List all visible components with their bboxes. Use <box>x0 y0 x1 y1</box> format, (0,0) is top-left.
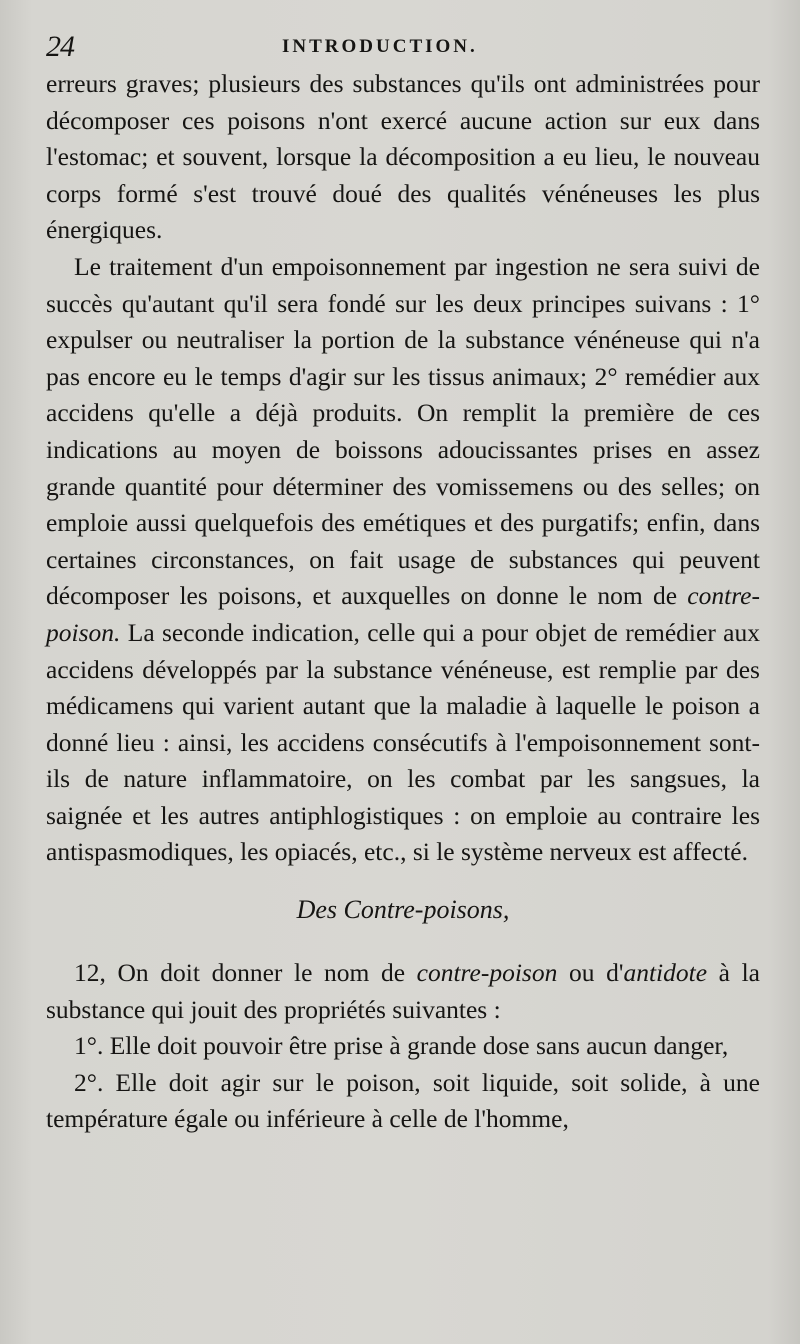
paragraph-continuation: erreurs graves; plusieurs des substances qu'ils ont administrées pour décomposer ces poisons n'ont exercé aucune action sur eux dans l'estomac; et souvent, lorsque la décomposition a eu lieu, le nouveau corps formé s'est trouvé doué des qualités vénéneuses les plus énergiques. <box>46 69 760 245</box>
paragraph-property-1: 1°. Elle doit pouvoir être prise à grande dose sans aucun danger, <box>74 1031 729 1061</box>
italic-term: antidote <box>623 958 708 988</box>
paragraph-definition: 12, On doit donner le nom de contre-poison ou d'antidote à la substance qui jouit des propriétés suivantes : <box>46 958 760 1024</box>
page-header <box>46 30 760 66</box>
italic-term: contre-poison. <box>46 581 760 647</box>
page-number: 24 <box>46 30 74 63</box>
italic-term: contre-poison <box>416 958 558 988</box>
paragraph-treatment: Le traitement d'un empoisonnement par ingestion ne sera suivi de succès qu'autant qu'il sera fondé sur les deux principes suivans : 1° expulser ou neutraliser la portion de la substance vénéneuse qui n'a pas encore eu le temps d'agir sur les tissus animaux; 2° remédier aux accidens qu'elle a déjà produits. On remplit la première de ces indications au moyen de boissons adoucissantes prises en assez grande quantité pour déterminer des vomissemens ou des selles; on emploie aussi quelquefois des emétiques et des purgatifs; enfin, dans certaines circonstances, on fait usage de substances qui peuvent décomposer les poisons, et auxquelles on donne le nom de contre-poison. La seconde indication, celle qui a pour objet de remédier aux accidens développés par la substance vénéneuse, est remplie par des médicamens qui varient autant que la maladie à laquelle le poison a donné lieu : ainsi, les accidens consécutifs à l'empoisonnement sont-ils de nature inflammatoire, on les combat par les sangsues, la saignée et les autres antiphlogistiques : on emploie au contraire les antispasmodiques, les opiacés, etc., si le système nerveux est affecté. <box>46 251 760 867</box>
running-head: INTRODUCTION. <box>282 36 478 57</box>
body-text <box>46 66 760 1138</box>
paragraph-property-2: 2°. Elle doit agir sur le poison, soit liquide, soit solide, à une température égale ou inférieure à celle de l'homme, <box>46 1067 760 1134</box>
section-heading: Des Contre-poisons, <box>296 895 510 925</box>
